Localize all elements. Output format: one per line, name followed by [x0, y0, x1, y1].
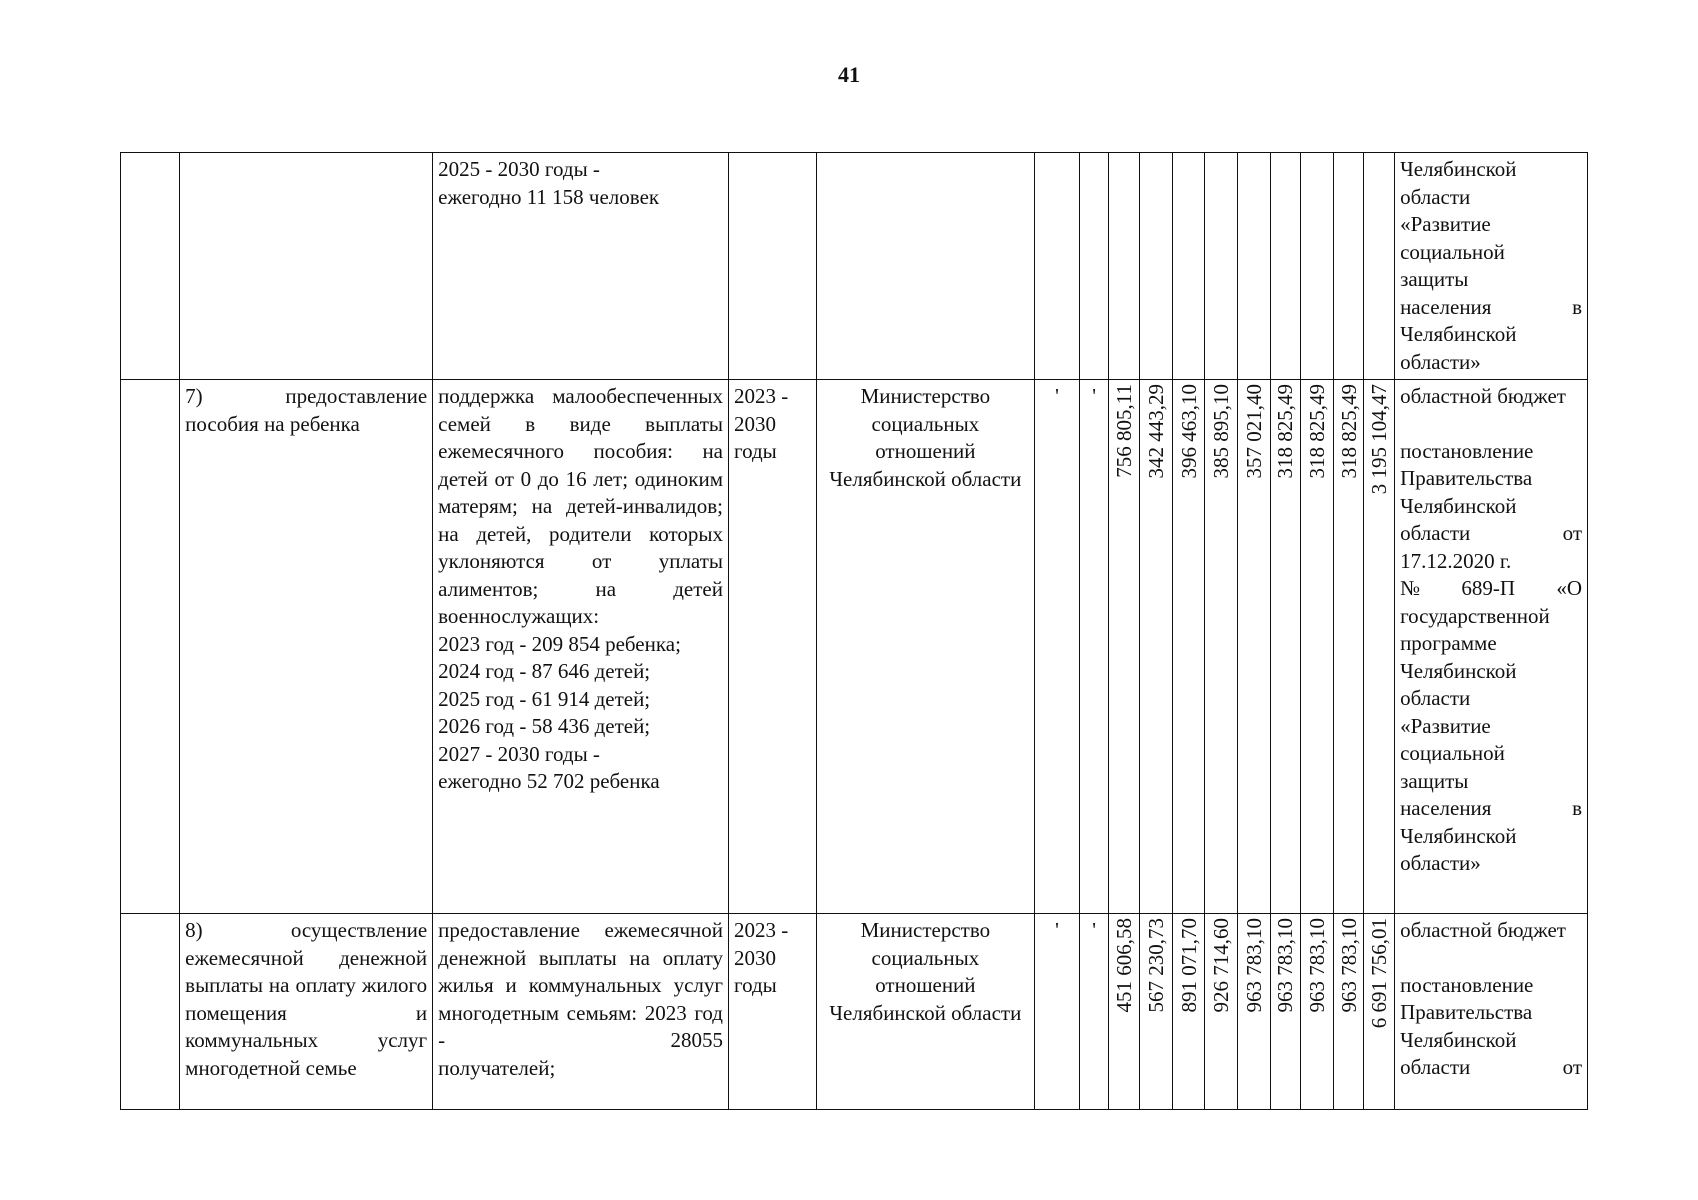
value-cell [1205, 914, 1238, 1110]
measure-name-cell: 7) предоставление пособия на ребенка [180, 380, 433, 914]
value-cell [1333, 914, 1364, 1110]
value-total: 3 195 104,47 [1367, 384, 1392, 495]
mark-cell [1035, 153, 1080, 380]
period-cell: 2023 - 2030 годы [729, 914, 817, 1110]
description-line: 2023 год - 209 854 ребенка; [438, 631, 681, 656]
basis-line: Челябинской [1400, 823, 1517, 848]
basis-word: области [1400, 1055, 1471, 1079]
basis-line: социальной [1400, 741, 1505, 765]
basis-word: в [1572, 294, 1582, 319]
basis-line: области» [1400, 349, 1481, 374]
page-number: 41 [838, 62, 860, 87]
basis-line [1400, 294, 1582, 322]
description-line: 2027 - 2030 годы - [438, 741, 600, 766]
index-cell [121, 380, 180, 914]
value-2027: 963 783,10 [1241, 918, 1266, 1013]
description-cell [433, 914, 729, 1110]
basis-line: Правительства [1400, 1000, 1533, 1024]
basis-word: «О [1556, 576, 1582, 600]
value-cell [1140, 914, 1173, 1110]
value-2030: 318 825,49 [1336, 384, 1361, 479]
mark-cell: ' [1079, 380, 1109, 914]
basis-line: постановление [1400, 972, 1534, 997]
measure-name-cell [180, 153, 433, 380]
mark-cell: ' [1035, 380, 1080, 914]
value-cell [1270, 914, 1301, 1110]
basis-line: «Развитие [1400, 713, 1491, 738]
value-2024: 567 230,73 [1143, 918, 1168, 1013]
value-cell [1364, 914, 1395, 1110]
basis-line: программе [1400, 631, 1497, 655]
value-2024: 342 443,29 [1143, 384, 1168, 479]
executor-cell: Министерство социальных отношений Челябинской области [816, 380, 1034, 914]
value-cell [1238, 914, 1271, 1110]
basis-word: от [1562, 1055, 1582, 1079]
value-2028: 318 825,49 [1273, 384, 1298, 479]
value-2026: 385 895,10 [1209, 384, 1234, 479]
measure-name-cell: 8) осуществление ежемесячной денежной выплаты на оплату жилого помещения и коммунальных услуг многодетной семье [180, 914, 433, 1110]
basis-cell [1395, 914, 1588, 1110]
basis-line: области» [1400, 851, 1481, 875]
basis-cell [1395, 153, 1588, 380]
table-row [121, 153, 1588, 380]
value-cell [1364, 380, 1395, 914]
basis-line: Челябинской [1400, 322, 1517, 346]
basis-line: социальной [1400, 239, 1505, 264]
value-cell [1270, 153, 1301, 380]
table-row [121, 914, 1588, 1110]
value-cell [1140, 153, 1173, 380]
value-cell [1172, 380, 1205, 914]
basis-word: от [1562, 521, 1582, 545]
basis-line [1400, 795, 1582, 823]
description-line: 2025 год - 61 914 детей; [438, 686, 651, 711]
value-2023: 756 805,11 [1112, 384, 1137, 478]
value-2030: 963 783,10 [1336, 918, 1361, 1013]
value-cell [1205, 380, 1238, 914]
source-text: областной бюджет [1400, 918, 1566, 942]
value-cell [1301, 153, 1334, 380]
value-cell [1140, 380, 1173, 914]
value-cell [1333, 380, 1364, 914]
basis-word: в [1572, 796, 1582, 820]
value-cell [1364, 153, 1395, 380]
basis-line: Правительства [1400, 466, 1533, 490]
value-cell [1301, 380, 1334, 914]
index-cell [121, 914, 180, 1110]
value-2029: 963 783,10 [1305, 918, 1330, 1013]
executor-cell: Министерство социальных отношений Челябинской области [816, 914, 1034, 1110]
value-2029: 318 825,49 [1305, 384, 1330, 479]
mark-cell: ' [1035, 914, 1080, 1110]
value-cell [1109, 380, 1140, 914]
basis-line: «Развитие [1400, 212, 1491, 236]
value-cell [1238, 380, 1271, 914]
basis-word: области [1400, 521, 1471, 545]
period-cell: 2023 - 2030 годы [729, 380, 817, 914]
period-cell [729, 153, 817, 380]
description-line: 2024 год - 87 646 детей; [438, 659, 651, 683]
value-cell [1172, 153, 1205, 380]
value-2025: 396 463,10 [1176, 384, 1201, 479]
value-cell [1109, 153, 1140, 380]
basis-line: области [1400, 686, 1471, 710]
index-cell [121, 153, 180, 380]
value-cell [1238, 153, 1271, 380]
basis-line: защиты [1400, 267, 1469, 291]
basis-cell [1395, 380, 1588, 914]
program-table [120, 152, 1588, 1110]
value-2028: 963 783,10 [1273, 918, 1298, 1013]
basis-line [1400, 575, 1582, 603]
value-total: 6 691 756,01 [1367, 918, 1392, 1029]
value-cell [1270, 380, 1301, 914]
description-line: 2025 - 2030 годы - [438, 157, 600, 181]
basis-line [1400, 520, 1582, 548]
value-cell [1205, 153, 1238, 380]
basis-line: области [1400, 184, 1471, 209]
value-cell [1333, 153, 1364, 380]
value-2026: 926 714,60 [1209, 918, 1234, 1013]
basis-line: защиты [1400, 768, 1469, 793]
source-text: областной бюджет [1400, 384, 1566, 408]
table-row [121, 380, 1588, 914]
basis-word: № [1400, 576, 1421, 600]
description-line: ежегодно 52 702 ребенка [438, 769, 660, 793]
mark-cell [1079, 153, 1109, 380]
basis-line: постановление [1400, 438, 1534, 463]
value-2027: 357 021,40 [1241, 384, 1266, 479]
basis-word: 689-П [1461, 576, 1516, 600]
basis-line: Челябинской [1400, 493, 1517, 518]
description-text: поддержка малообеспеченных семей в виде выплаты ежемесячного пособия: на детей от 0 до 16 лет; одиноким матерям; на детей-инвалидов; на детей, родители которых уклоняются от уплаты алиментов; на детей военнослужащих: [438, 384, 723, 628]
basis-line: Челябинской [1400, 1027, 1517, 1052]
value-cell [1109, 914, 1140, 1110]
basis-line: Челябинской [1400, 658, 1517, 683]
description-text: предоставление ежемесячной денежной выплаты на оплату жилья и коммунальных услуг многодетным семьям: 2023 год - 28055 [438, 918, 723, 1052]
description-cell [433, 380, 729, 914]
value-cell [1172, 914, 1205, 1110]
mark-cell: ' [1079, 914, 1109, 1110]
description-cell [433, 153, 729, 380]
description-line: 2026 год - 58 436 детей; [438, 714, 651, 738]
basis-line: Челябинской [1400, 157, 1517, 181]
basis-line: государственной [1400, 603, 1550, 628]
basis-line [1400, 1054, 1582, 1082]
description-line: ежегодно 11 158 человек [438, 184, 660, 209]
description-line: получателей; [438, 1055, 556, 1080]
basis-word: населения [1400, 796, 1492, 820]
basis-line: 17.12.2020 г. [1400, 548, 1512, 573]
basis-word: населения [1400, 294, 1492, 319]
value-2025: 891 071,70 [1176, 918, 1201, 1013]
value-2023: 451 606,58 [1112, 918, 1137, 1013]
value-cell [1301, 914, 1334, 1110]
executor-cell [816, 153, 1034, 380]
